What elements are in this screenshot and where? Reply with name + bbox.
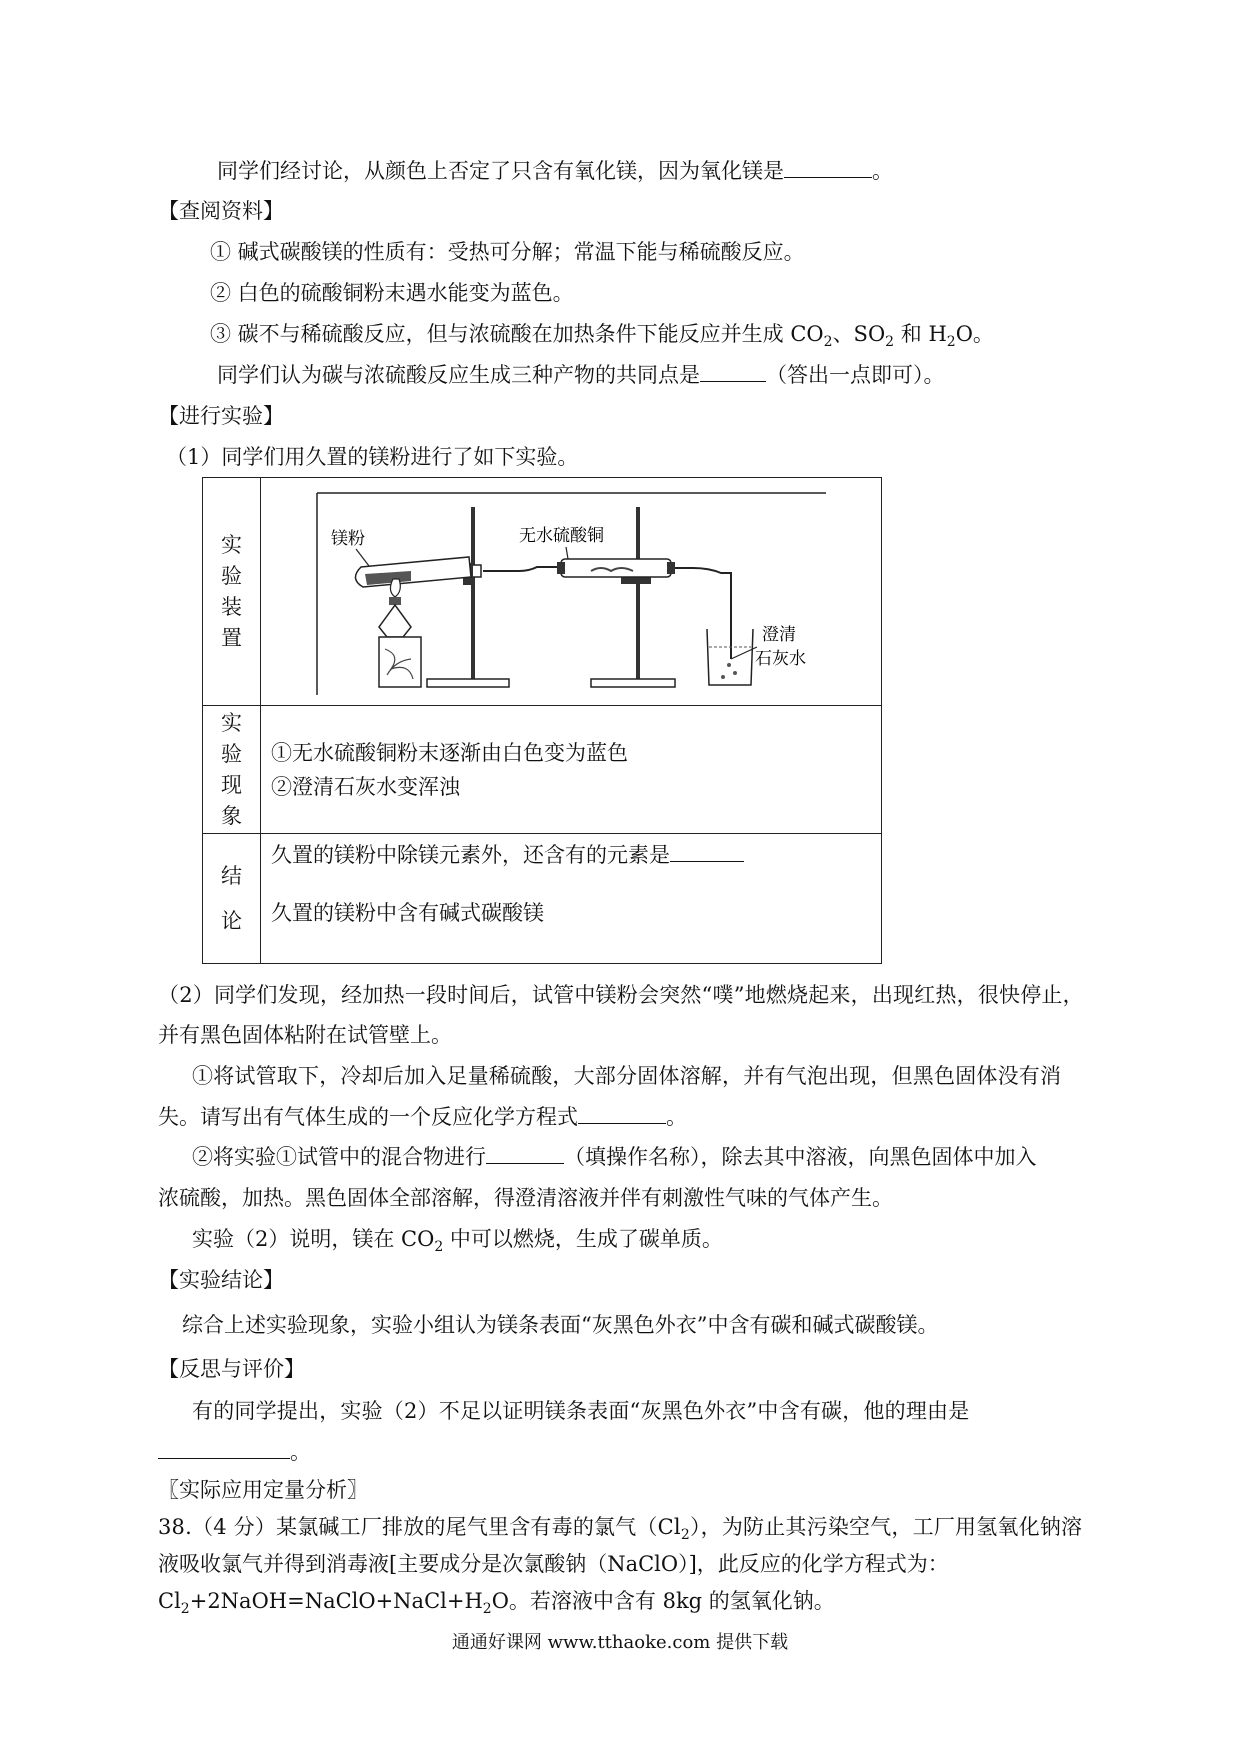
answer-blank[interactable] xyxy=(670,843,744,862)
reference-item-1: ① 碱式碳酸镁的性质有：受热可分解；常温下能与稀硫酸反应。 xyxy=(210,240,805,264)
para-color: 同学们经讨论，从颜色上否定了只含有氧化镁，因为氧化镁是 。 xyxy=(217,159,893,183)
para-common-point: 同学们认为碳与浓硫酸反应生成三种产物的共同点是 （答出一点即可）。 xyxy=(217,363,945,387)
reflection-line-1: 有的同学提出，实验（2）不足以证明镁条表面“灰黑色外衣”中含有碳，他的理由是 xyxy=(192,1399,970,1423)
test-tube xyxy=(355,557,471,587)
heading-reflection: 【反思与评价】 xyxy=(158,1357,305,1381)
experiment-table xyxy=(202,477,882,964)
heading-application: 〖实际应用定量分析〗 xyxy=(158,1478,368,1502)
exp2-a-line-1: ①将试管取下，冷却后加入足量稀硫酸，大部分固体溶解，并有气泡出现，但黑色固体没有消 xyxy=(192,1064,1062,1088)
conclusion-1: 久置的镁粉中除镁元素外，还含有的元素是 xyxy=(271,838,871,872)
exp2-line-1: （2）同学们发现，经加热一段时间后，试管中镁粉会突然“噗”地燃烧起来，出现红热，很快停止， xyxy=(158,983,1084,1007)
experiment-1-intro: （1）同学们用久置的镁粉进行了如下实验。 xyxy=(166,445,579,469)
phenomenon-1: ①无水硫酸铜粉末逐渐由白色变为蓝色 xyxy=(271,740,628,765)
apparatus-diagram xyxy=(261,479,881,705)
exp2-b-line-2: 浓硫酸，加热。黑色固体全部溶解，得澄清溶液并伴有刺激性气味的气体产生。 xyxy=(158,1186,893,1210)
phenomenon-cell xyxy=(261,706,882,834)
question-38-line-1: 38.（4 分）某氯碱工厂排放的尾气里含有毒的氯气$(Cl_2)$，为防止其污染空气，工厂用氢氧化钠溶 xyxy=(158,1515,1083,1544)
drying-tube xyxy=(557,559,675,577)
reference-item-3: ③ 碳不与稀硫酸反应，但与浓硫酸在加热条件下能反应并生成 $CO_2$、$SO_2$ 和 $H_2O$。 xyxy=(210,322,994,351)
apparatus-diagram-cell xyxy=(261,478,882,706)
heading-experiment: 【进行实验】 xyxy=(158,404,284,428)
row-label-apparatus: 实 验 装 置 xyxy=(203,478,261,706)
exp2-note: 实验（2）说明，镁在 $CO_2$ 中可以燃烧，生成了碳单质。 xyxy=(192,1227,723,1256)
answer-blank[interactable] xyxy=(784,159,872,178)
conclusion-cell xyxy=(261,834,882,964)
conclusion-text: 综合上述实验现象，实验小组认为镁条表面“灰黑色外衣”中含有碳和碱式碳酸镁。 xyxy=(182,1313,939,1337)
row-label-phenomenon: 实 验 现 象 xyxy=(203,706,261,834)
answer-blank[interactable] xyxy=(700,363,766,382)
answer-blank[interactable] xyxy=(578,1105,666,1124)
exp2-line-2: 并有黑色固体粘附在试管壁上。 xyxy=(158,1023,452,1047)
conclusion-2: 久置的镁粉中含有碱式碳酸镁 xyxy=(271,901,544,925)
answer-blank[interactable] xyxy=(486,1145,564,1164)
label-limewater-2: 石灰水 xyxy=(755,648,806,669)
heading-reference: 【查阅资料】 xyxy=(158,199,284,223)
connector-tube-1 xyxy=(483,567,561,571)
question-38-line-2: 液吸收氯气并得到消毒液[主要成分是次氯酸钠（NaClO）]，此反应的化学方程式为： xyxy=(158,1552,949,1576)
iron-stand-1 xyxy=(427,507,509,687)
row-label-conclusion: 结 论 xyxy=(203,834,261,964)
question-38-line-3: $Cl_2+2NaOH=NaClO+NaCl+H_2O$。若溶液中含有 8kg 的氢氧化钠。 xyxy=(158,1589,835,1618)
label-mg-powder: 镁粉 xyxy=(331,528,365,549)
reference-item-2: ② 白色的硫酸铜粉末遇水能变为蓝色。 xyxy=(210,281,574,305)
footer-watermark: 通通好课网 www.tthaoke.com 提供下载 xyxy=(451,1632,789,1653)
exp2-a-line-2: 失。请写出有气体生成的一个反应化学方程式 。 xyxy=(158,1105,687,1129)
label-limewater-1: 澄清 xyxy=(762,624,796,645)
pointer-limewater xyxy=(731,647,757,659)
heading-conclusion: 【实验结论】 xyxy=(158,1268,284,1292)
phenomenon-2: ②澄清石灰水变浑浊 xyxy=(271,774,460,799)
answer-blank[interactable] xyxy=(158,1440,290,1459)
reflection-line-2: 。 xyxy=(158,1437,311,1467)
exp2-b-line-1: ②将实验①试管中的混合物进行 （填操作名称），除去其中溶液，向黑色固体中加入 xyxy=(192,1145,1037,1169)
label-cuso4: 无水硫酸铜 xyxy=(519,525,604,546)
alcohol-lamp xyxy=(379,579,421,687)
delivery-tube xyxy=(675,568,731,659)
